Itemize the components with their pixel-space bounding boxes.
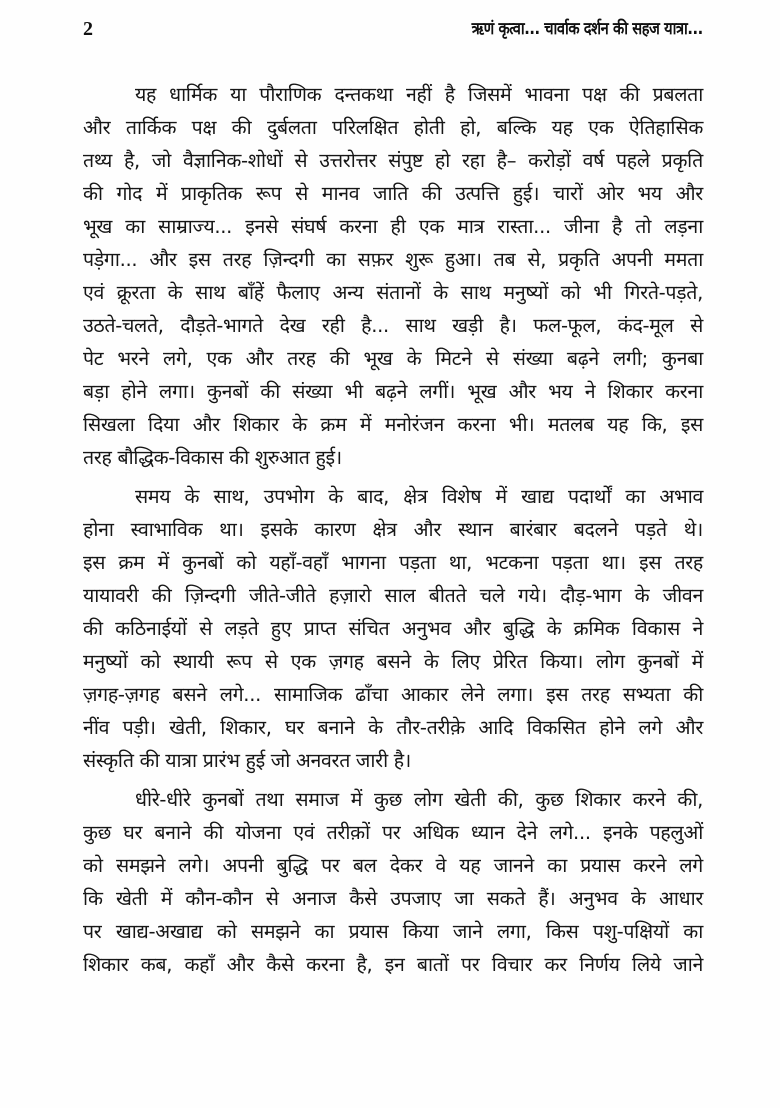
paragraph: [83, 78, 703, 474]
text-line: तथ्य है, जो वैज्ञानिक-शोधों से उत्तरोत्तर संपुष्ट हो रहा है– करोड़ों वर्ष पहले प्रकृति: [83, 149, 703, 172]
text-line: की गोद में प्राकृतिक रूप से मानव जाति की उत्पत्ति हुई। चारों ओर भय और: [83, 182, 703, 205]
text-line: इस क्रम में कुनबों को यहाँ-वहाँ भागना पड़ता था, भटकना पड़ता था। इस तरह: [83, 551, 703, 574]
text-line: मनुष्यों को स्थायी रूप से एक ज़गह बसने के लिए प्रेरित किया। लोग कुनबों में: [83, 650, 703, 673]
text-line: यायावरी की ज़िन्दगी जीते-जीते हज़ारो साल बीतते चले गये। दौड़-भाग के जीवन: [83, 584, 703, 607]
paragraph: [83, 480, 703, 777]
text-line: कुछ घर बनाने की योजना एवं तरीक़ों पर अधिक ध्यान देने लगे... इनके पहलुओं: [83, 821, 703, 844]
text-line: और तार्किक पक्ष की दुर्बलता परिलक्षित होती हो, बल्कि यह एक ऐतिहासिक: [83, 116, 703, 139]
text-line: शिकार कब, कहाँ और कैसे करना है, इन बातों पर विचार कर निर्णय लिये जाने: [83, 953, 703, 976]
text-line: की कठिनाईयों से लड़ते हुए प्राप्त संचित अनुभव और बुद्धि के क्रमिक विकास ने: [83, 617, 703, 640]
paragraph: [83, 783, 703, 981]
text-line: भूख का साम्राज्य... इनसे संघर्ष करना ही एक मात्र रास्ता... जीना है तो लड़ना: [83, 215, 703, 238]
text-line: तरह बौद्धिक-विकास की शुरुआत हुई।: [83, 446, 342, 469]
text-line: पड़ेगा... और इस तरह ज़िन्दगी का सफ़र शुरू हुआ। तब से, प्रकृति अपनी ममता: [83, 248, 703, 271]
running-title: ऋणं कृत्वा... चार्वाक दर्शन की सहज यात्रा...: [471, 19, 703, 39]
body-text: [83, 78, 703, 981]
text-line: ज़गह-ज़गह बसने लगे... सामाजिक ढाँचा आकार लेने लगा। इस तरह सभ्यता की: [83, 683, 703, 706]
page-header: [83, 14, 703, 44]
text-line: धीरे-धीरे कुनबों तथा समाज में कुछ लोग खेती की, कुछ शिकार करने की,: [135, 788, 703, 811]
text-line: समय के साथ, उपभोग के बाद, क्षेत्र विशेष में खाद्य पदार्थों का अभाव: [135, 485, 703, 508]
text-line: होना स्वाभाविक था। इसके कारण क्षेत्र और स्थान बारंबार बदलने पड़ते थे।: [83, 518, 703, 541]
text-line: यह धार्मिक या पौराणिक दन्तकथा नहीं है जिसमें भावना पक्ष की प्रबलता: [135, 83, 703, 106]
page-number: 2: [83, 18, 93, 40]
text-line: बड़ा होने लगा। कुनबों की संख्या भी बढ़ने लगीं। भूख और भय ने शिकार करना: [83, 380, 703, 403]
text-line: संस्कृति की यात्रा प्रारंभ हुई जो अनवरत जारी है।: [83, 749, 411, 772]
text-line: नींव पड़ी। खेती, शिकार, घर बनाने के तौर-तरीक़े आदि विकसित होने लगे और: [83, 716, 703, 739]
text-line: को समझने लगे। अपनी बुद्धि पर बल देकर वे यह जानने का प्रयास करने लगे: [83, 854, 703, 877]
text-line: पर खाद्य-अखाद्य को समझने का प्रयास किया जाने लगा, किस पशु-पक्षियों का: [83, 920, 703, 943]
text-line: उठते-चलते, दौड़ते-भागते देख रही है... साथ खड़ी है। फल-फूल, कंद-मूल से: [83, 314, 703, 337]
text-line: कि खेती में कौन-कौन से अनाज कैसे उपजाए जा सकते हैं। अनुभव के आधार: [83, 887, 703, 910]
text-line: सिखला दिया और शिकार के क्रम में मनोरंजन करना भी। मतलब यह कि, इस: [83, 413, 703, 436]
text-line: एवं क्रूरता के साथ बाँहें फैलाए अन्य संतानों के साथ मनुष्यों को भी गिरते-पड़ते,: [83, 281, 703, 304]
text-line: पेट भरने लगे, एक और तरह की भूख के मिटने से संख्या बढ़ने लगी; कुनबा: [83, 347, 703, 370]
